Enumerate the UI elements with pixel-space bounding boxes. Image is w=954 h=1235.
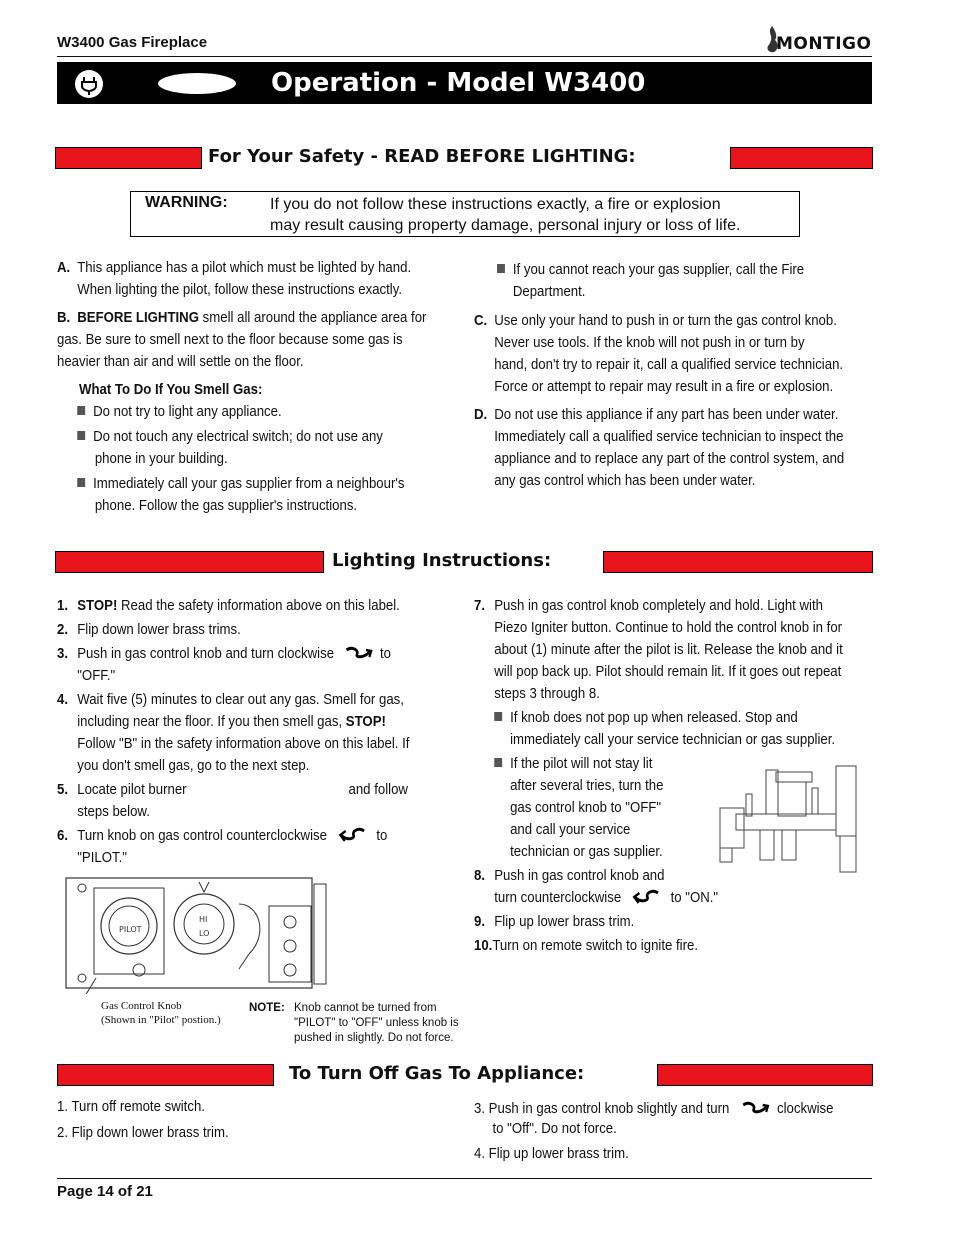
step-text: steps below. [77,803,150,820]
counterclockwise-arrow-icon [338,825,370,845]
clockwise-arrow-icon [343,644,375,662]
bullet-icon [77,406,85,415]
red-bar-right [657,1064,873,1086]
step-text: Flip down lower brass trims. [77,621,241,638]
item-label: A. [57,259,71,276]
list-item: phone. Follow the gas supplier's instructions. [94,497,358,514]
safety-item-a [57,257,411,301]
note-label: NOTE: [249,1002,285,1014]
lighting-steps-left [57,595,409,869]
step-text: "PILOT." [77,849,127,866]
item-text: gas. Be sure to smell next to the floor because some gas is [57,331,403,348]
list-item: If the pilot will not stay lit [510,755,653,772]
bullet-icon [494,758,502,767]
red-bar-right [603,551,873,573]
caption-line: (Shown in "Pilot" postion.) [101,1014,221,1026]
list-item: If knob does not pop up when released. Stop and [510,709,798,726]
safety-title: For Your Safety - READ BEFORE LIGHTING: [208,146,636,167]
red-bar-left [55,551,324,573]
item-text: Force or attempt to repair may result in a fire or explosion. [494,378,834,395]
turn-off-step: 2. Flip down lower brass trim. [57,1124,229,1141]
page-title: Operation - Model W3400 [271,68,646,98]
item-text: any gas control which has been under water. [494,472,756,489]
item-label: C. [474,312,488,329]
step-text: you don't smell gas, go to the next step. [77,757,310,774]
item-text: This appliance has a pilot which must be lighted by hand. [77,259,412,276]
item-label: D. [474,406,488,423]
list-item: Do not touch any electrical switch; do not use any [93,428,383,445]
page-number: Page 14 of 21 [57,1183,153,1200]
warning-line: may result causing property damage, personal injury or loss of life. [270,217,741,234]
step-text: and follow [348,781,408,798]
item-text: When lighting the pilot, follow these instructions exactly. [77,281,403,298]
step-text: Push in gas control knob and turn clockwise [77,645,335,662]
step-text: Locate pilot burner [77,781,187,798]
step-text: "OFF." [77,667,116,684]
step-bold: STOP! [345,713,386,730]
counterclockwise-arrow-icon [632,887,664,907]
item-bold: BEFORE LIGHTING [77,309,199,326]
step-text: Read the safety information above on this label. [117,597,400,614]
svg-text:PILOT: PILOT [119,925,142,934]
turn-off-step: 1. Turn off remote switch. [57,1098,205,1115]
item-text: Use only your hand to push in or turn the gas control knob. [494,312,837,329]
step-number: 3. [57,645,69,662]
step-text: Flip up lower brass trim. [494,913,635,930]
list-item: If you cannot reach your gas supplier, call the Fire [512,261,805,278]
caption-line: Gas Control Knob [101,1000,182,1012]
step-number: 7. [474,597,486,614]
smell-gas-list [79,379,404,517]
lighting-title: Lighting Instructions: [332,550,552,571]
note-text: pushed in slightly. Do not force. [294,1032,454,1044]
list-item: Do not try to light any appliance. [93,403,282,420]
warning-text [270,194,740,236]
item-text: Never use tools. If the knob will not push in or turn by [494,334,805,351]
safety-item-b [57,307,426,373]
section-banner [57,62,872,104]
item-text: hand, don't try to repair it, call a qualified service technician. [494,356,844,373]
turn-off-title: To Turn Off Gas To Appliance: [289,1063,585,1084]
svg-text:HI: HI [199,915,208,924]
bullet-icon [494,712,502,721]
step-bold: STOP! [77,597,118,614]
step-text: Piezo Igniter button. Continue to hold the control knob in for [494,619,843,636]
fire-dept-bullet [497,259,804,303]
step-text: Wait five (5) minutes to clear out any gas. Smell for gas, [77,691,404,708]
item-text: Immediately call a qualified service technician to inspect the [494,428,844,445]
montigo-logo [762,22,874,56]
bullet-icon [497,264,505,273]
turn-off-step: to "Off". Do not force. [492,1120,617,1137]
step-number: 8. [474,867,486,884]
smell-heading: What To Do If You Smell Gas: [79,381,263,398]
step-number: 1. [57,597,69,614]
note-text: "PILOT" to "OFF" unless knob is [294,1017,459,1029]
list-item: technician or gas supplier. [510,843,663,860]
logo-text: MONTIGO [776,34,872,54]
step-text: will pop back up. Pilot should remain lit. If it goes out repeat [494,663,842,680]
turn-off-step: 4. Flip up lower brass trim. [474,1145,629,1162]
item-text: Do not use this appliance if any part has been under water. [494,406,839,423]
warning-line: If you do not follow these instructions exactly, a fire or explosion [270,196,721,213]
red-bar-right [730,147,873,169]
item-text: appliance and to replace any part of the control system, and [494,450,845,467]
step-text: including near the floor. If you then smell gas, [77,713,343,730]
step-text: steps 3 through 8. [494,685,600,702]
safety-item-d [474,404,844,492]
clockwise-arrow-icon [740,1099,772,1117]
list-item: Immediately call your gas supplier from a neighbour's [93,475,405,492]
turn-off-left [57,1096,229,1144]
warning-box [130,191,800,237]
bullet-icon [77,478,85,487]
step-number: 2. [57,621,69,638]
item-text: smell all around the appliance area for [198,309,427,326]
note-text: Knob cannot be turned from [294,1002,437,1014]
document-title: W3400 Gas Fireplace [57,34,208,51]
step-text: to "ON." [670,889,719,906]
list-item: Department. [512,283,586,300]
step-text: turn counterclockwise [494,889,622,906]
step-number: 5. [57,781,69,798]
step-text: about (1) minute after the pilot is lit. Release the knob and it [494,641,843,658]
red-bar-left [55,147,202,169]
list-item: and call your service [510,821,631,838]
step-text: Push in gas control knob and [494,867,665,884]
list-item: gas control knob to "OFF" [510,799,662,816]
safety-item-c [474,310,843,398]
step-text: to [376,827,388,844]
step-text: Push in gas control knob completely and hold. Light with [494,597,823,614]
valve-caption [101,999,221,1027]
item-label: B. [57,309,71,326]
red-bar-left [57,1064,274,1086]
step-number: 4. [57,691,69,708]
list-item: phone in your building. [94,450,228,467]
step-text: Turn knob on gas control counterclockwise [77,827,327,844]
step-text: Follow "B" in the safety information above on this label. If [77,735,410,752]
bullet-icon [77,431,85,440]
note-block [249,1001,459,1046]
step-text: to [379,645,391,662]
header-rule [57,56,872,57]
turn-off-right [474,1098,834,1165]
svg-text:LO: LO [199,929,210,938]
footer-rule [57,1178,872,1179]
item-text: heavier than air and will settle on the floor. [57,353,304,370]
list-item: immediately call your service technician or gas supplier. [510,731,836,748]
step-number: 9. [474,913,486,930]
plug-icon [75,70,103,98]
step-number: 6. [57,827,69,844]
turn-off-step: 3. Push in gas control knob slightly and turn [474,1100,730,1117]
oval-emblem [158,73,236,94]
gas-control-valve-diagram [64,874,334,994]
turn-off-step: clockwise [777,1100,834,1117]
list-item: after several tries, turn the [510,777,664,794]
step-number: 10. [474,937,493,954]
warning-label: WARNING: [145,194,228,211]
step-text: Turn on remote switch to ignite fire. [492,937,699,954]
pilot-burner-diagram [716,764,864,876]
